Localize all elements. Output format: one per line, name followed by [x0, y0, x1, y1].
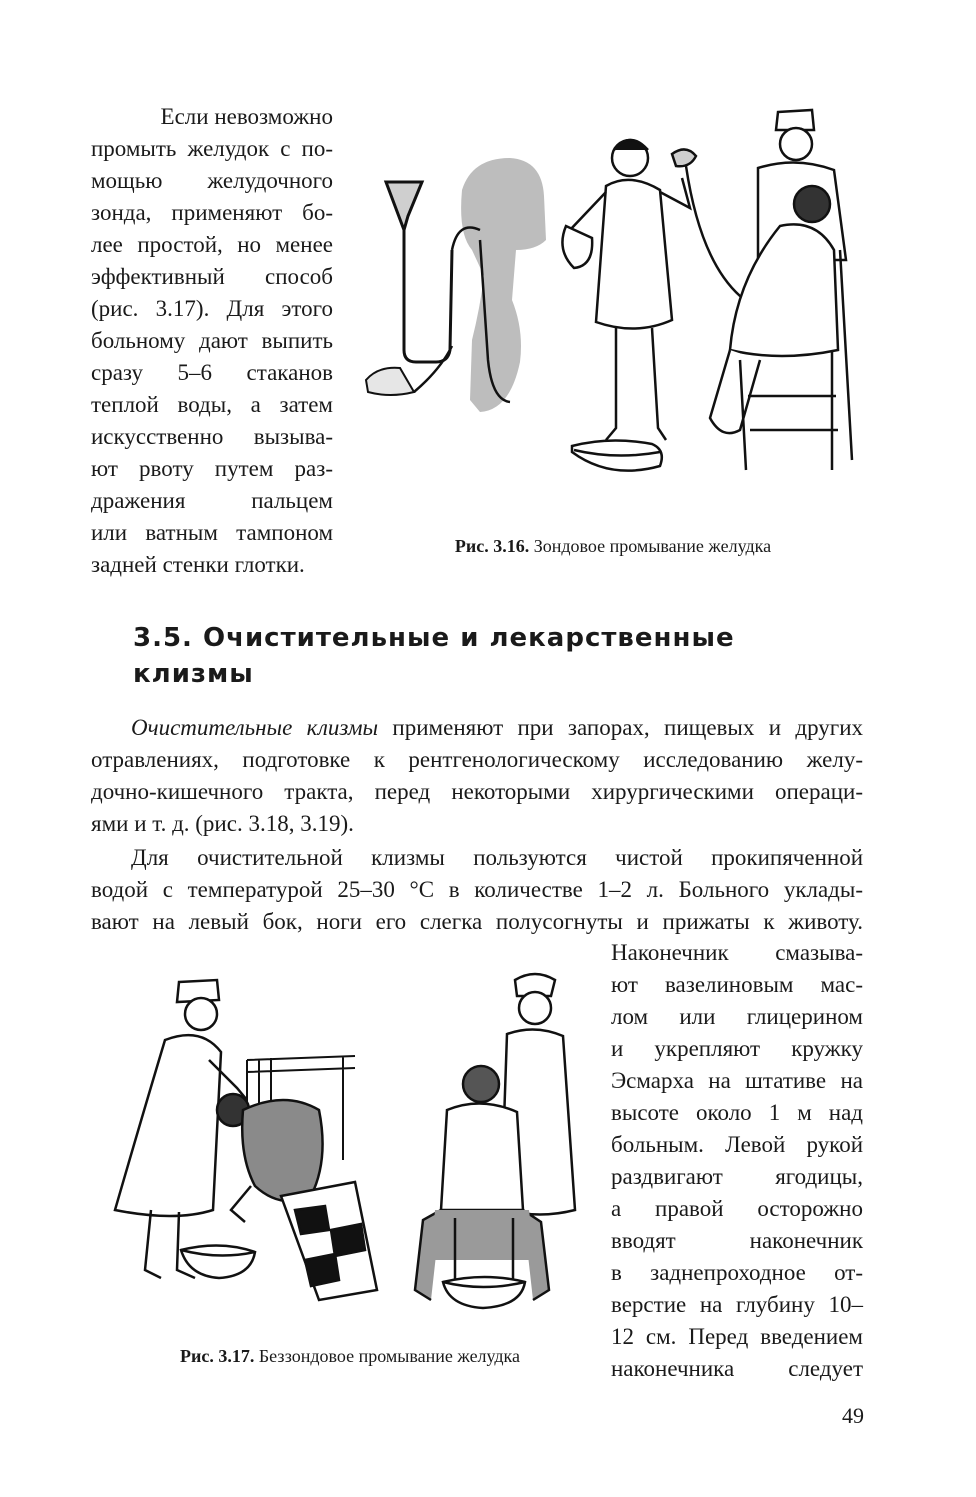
text-line: ют рвоту путем раз- — [91, 456, 333, 481]
text-line: Если невозможно — [160, 104, 333, 129]
funnel-tube-diagram — [366, 158, 546, 412]
heading-line: 3.5. Очистительные и лекарственные — [133, 623, 735, 653]
text-line: а правой осторожно — [611, 1196, 863, 1221]
text-line: больному дают выпить — [91, 328, 333, 353]
text-line: зонда, применяют бо- — [91, 200, 333, 225]
figure-caption — [105, 1346, 595, 1367]
nurse-figure — [562, 140, 690, 440]
text-line: дражения пальцем — [91, 488, 333, 513]
figure-probe-gastric-lavage — [360, 100, 866, 520]
text-line: ют вазелиновым мас- — [611, 972, 863, 997]
heading-line: клизмы — [133, 659, 254, 689]
paragraph-cleansing-enemas — [91, 712, 863, 840]
italic-term: Очистительные клизмы — [131, 715, 379, 740]
text-line: эффективный способ — [91, 264, 333, 289]
figure-caption-text: Беззондовое промывание желудка — [258, 1346, 521, 1366]
text-line: или ватным тампоном — [91, 520, 333, 545]
text-line: вводят наконечник — [611, 1228, 863, 1253]
text-line: теплой воды, а затем — [91, 392, 333, 417]
text-line: в заднепроходное от- — [611, 1260, 863, 1285]
text-line: (рис. 3.17). Для этого — [91, 296, 333, 321]
text-line: промыть желудок с по- — [91, 136, 333, 161]
figure-label: Рис. 3.16. — [454, 536, 530, 556]
paragraph-continuation — [611, 937, 863, 1385]
text-line: вают на левый бок, ноги его слегка полусогнуты и прижаты к животу. — [91, 909, 863, 934]
text-line: Для очистительной клизмы пользуются чистой прокипяченной — [131, 845, 863, 870]
figure-label: Рис. 3.17. — [179, 1346, 255, 1366]
text-line: больным. Левой рукой — [611, 1132, 863, 1157]
text-line: искусственно вызыва- — [91, 424, 333, 449]
figure-probeless-gastric-lavage — [105, 960, 595, 1322]
text-line: ями и т. д. (рис. 3.18, 3.19). — [91, 811, 354, 836]
text-line: лее простой, но менее — [91, 232, 333, 257]
figure-caption — [360, 536, 866, 557]
text-line: мощью желудочного — [91, 168, 333, 193]
text-line: отравлениях, подготовке к рентгенологическому исследованию желу- — [91, 747, 863, 772]
left-scene — [115, 980, 377, 1300]
text-line: 12 см. Перед введением — [611, 1324, 863, 1349]
text-line: и укрепляют кружку — [611, 1036, 863, 1061]
text-line: раздвигают ягодицы, — [611, 1164, 863, 1189]
page-number: 49 — [842, 1403, 864, 1428]
section-heading — [133, 620, 893, 692]
figure-caption-text: Зондовое промывание желудка — [533, 536, 772, 556]
text-line — [91, 712, 863, 744]
text-fragment: применяют при запорах, пищевых и других — [378, 715, 864, 740]
text-line: дочно-кишечного тракта, перед некоторыми хирургическими операци- — [91, 779, 863, 804]
text-line: высоте около 1 м над — [611, 1100, 863, 1125]
text-line: наконечника следует — [611, 1356, 863, 1381]
paragraph-enema-procedure — [91, 842, 863, 938]
text-line: Наконечник смазыва- — [611, 940, 863, 965]
right-scene — [415, 974, 575, 1308]
text-line: сразу 5–6 стаканов — [91, 360, 333, 385]
text-line: лом или глицерином — [611, 1004, 863, 1029]
text-line: водой с температурой 25–30 °С в количестве 1–2 л. Больного уклады- — [91, 877, 863, 902]
text-line: задней стенки глотки. — [91, 552, 305, 577]
text-line: Эсмарха на штативе на — [611, 1068, 863, 1093]
text-line: верстие на глубину 10– — [611, 1292, 863, 1317]
intro-paragraph — [91, 101, 333, 581]
